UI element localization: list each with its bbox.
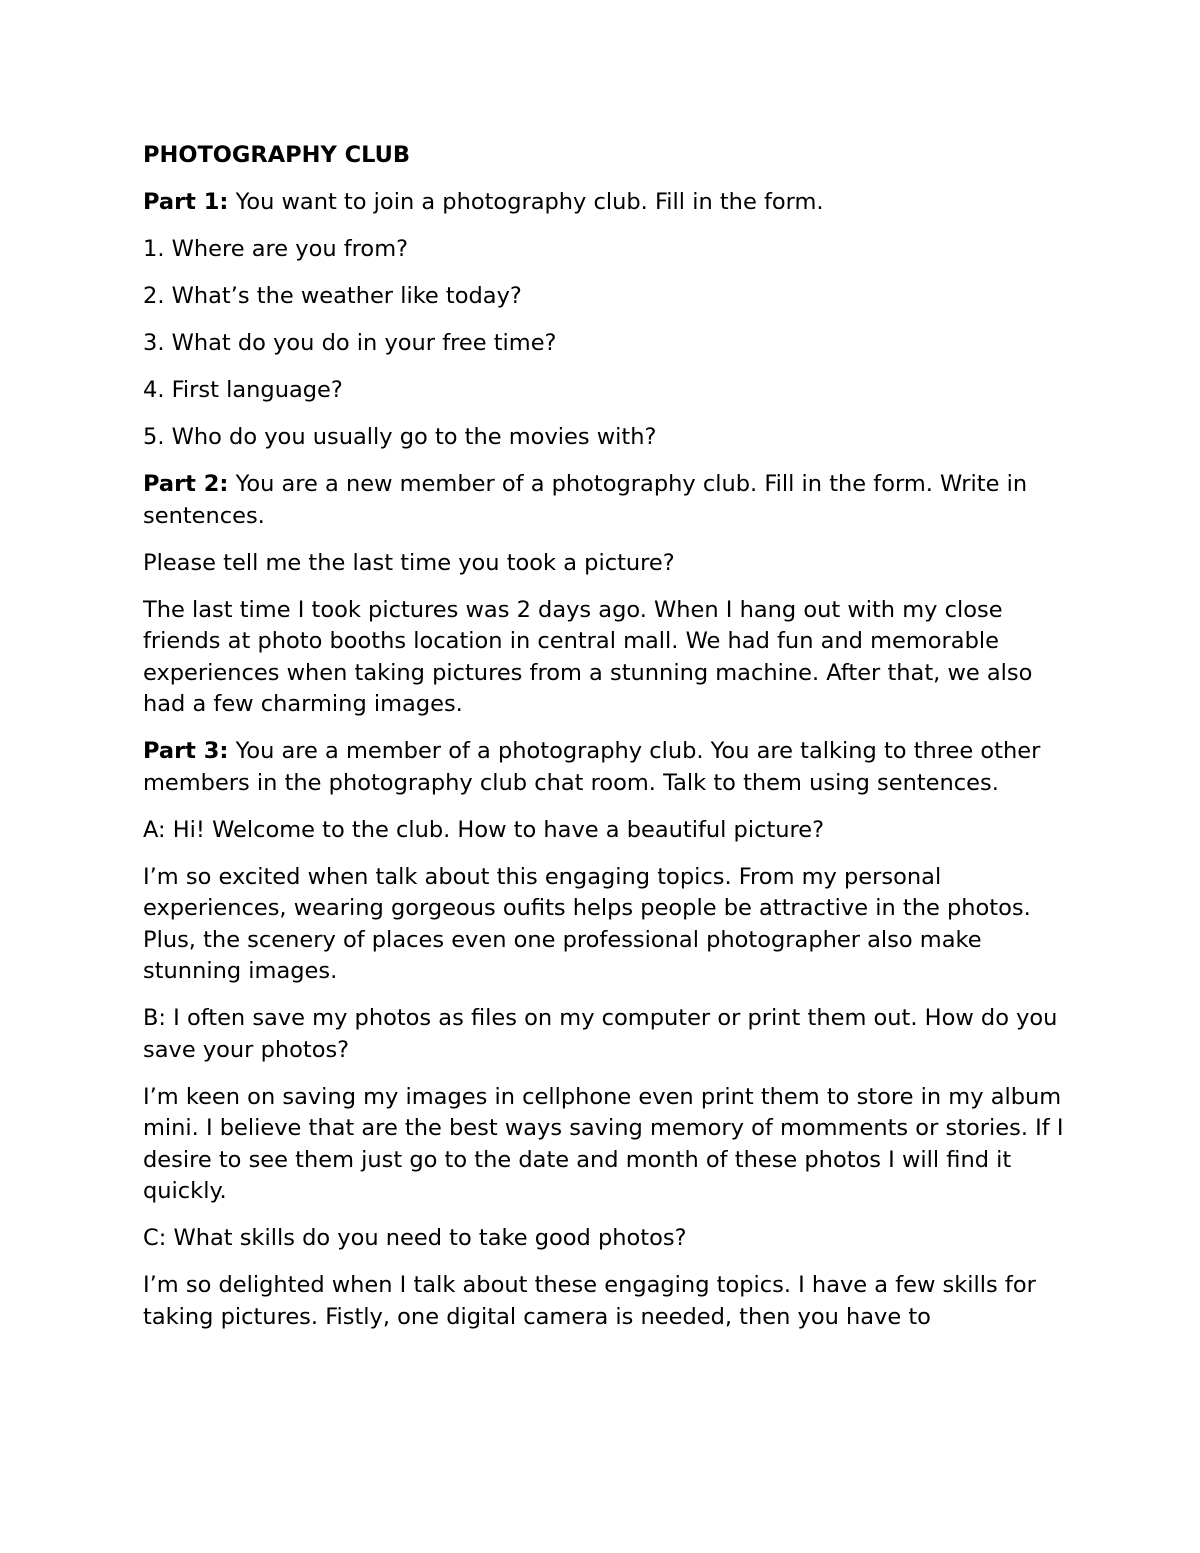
document-title: PHOTOGRAPHY CLUB xyxy=(143,142,411,168)
document-body xyxy=(143,140,1078,1349)
part3-answer-c: I’m so delighted when I talk about these engaging topics. I have a few skills for taking pictures. Fistly, one digital camera is needed, then you have to xyxy=(143,1272,1036,1330)
part1-question-1: 1. Where are you from? xyxy=(143,236,409,262)
part3-answer-a: I’m so excited when talk about this engaging topics. From my personal experiences, wearing gorgeous oufits helps people be attractive in the photos. Plus, the scenery of places even one professional photographer also make stunning images. xyxy=(143,863,1031,984)
part3-instruction xyxy=(143,736,1078,799)
part3-answer-b: I’m keen on saving my images in cellphone even print them to store in my album mini. I believe that are the best ways saving memory of momments or stories. If I desire to see them just go to the date and month of these photos I will find it quickly. xyxy=(143,1083,1064,1204)
part3-question-c: C: What skills do you need to take good photos? xyxy=(143,1225,687,1251)
part3-label: Part 3: xyxy=(143,738,229,764)
part2-instruction-text: You are a new member of a photography club. Fill in the form. Write in sentences. xyxy=(143,471,1028,529)
part3-instruction-text: You are a member of a photography club. You are talking to three other members in the photography club chat room. Talk to them using sentences. xyxy=(143,738,1041,796)
part1-label: Part 1: xyxy=(143,189,229,215)
part3-question-b: B: I often save my photos as files on my computer or print them out. How do you save your photos? xyxy=(143,1005,1058,1063)
part1-question-4: 4. First language? xyxy=(143,377,343,403)
part1-instruction xyxy=(143,187,1078,219)
part1-instruction-text: You want to join a photography club. Fill in the form. xyxy=(228,189,824,215)
part1-question-5: 5. Who do you usually go to the movies with? xyxy=(143,424,657,450)
part2-answer: The last time I took pictures was 2 days ago. When I hang out with my close friends at photo booths location in central mall. We had fun and memorable experiences when taking pictures from a stunning machine. After that, we also had a few charming images. xyxy=(143,596,1033,717)
part1-question-3: 3. What do you do in your free time? xyxy=(143,330,557,356)
part1-question-2: 2. What’s the weather like today? xyxy=(143,283,522,309)
part2-label: Part 2: xyxy=(143,471,229,497)
part2-instruction xyxy=(143,469,1078,532)
part3-question-a: A: Hi! Welcome to the club. How to have a beautiful picture? xyxy=(143,816,825,843)
part2-question: Please tell me the last time you took a picture? xyxy=(143,549,675,576)
